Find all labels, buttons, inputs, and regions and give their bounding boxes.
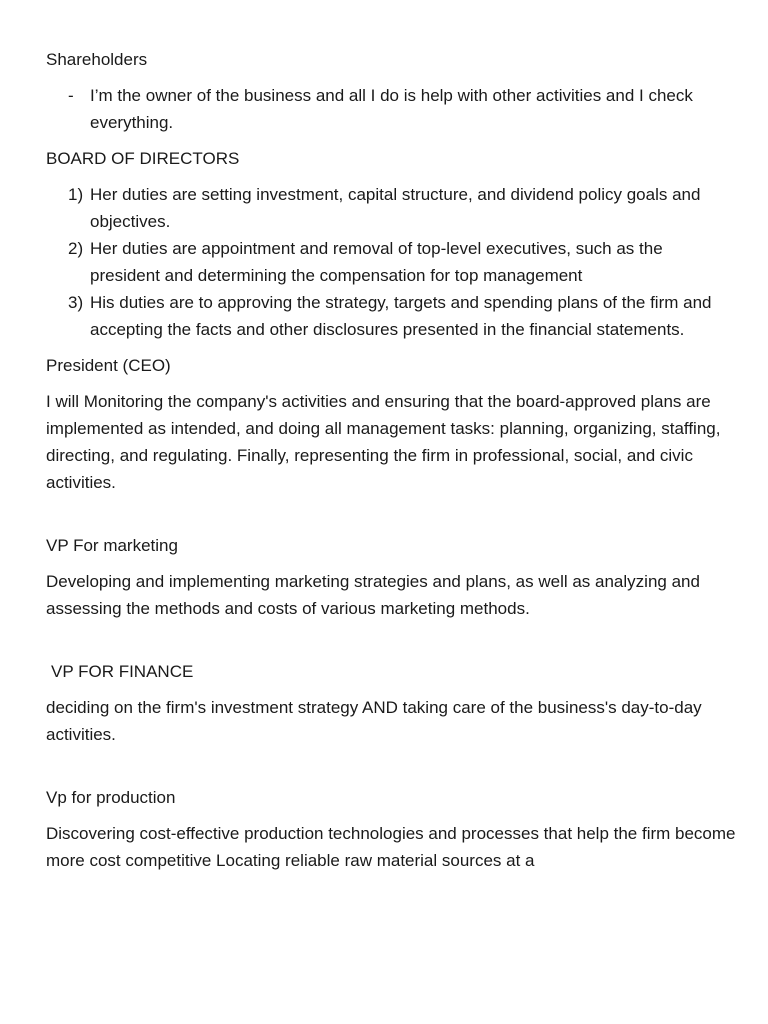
list-marker: 3) bbox=[68, 293, 84, 312]
shareholders-heading: Shareholders bbox=[46, 50, 148, 69]
list-item bbox=[46, 235, 736, 289]
list-item-text: I’m the owner of the business and all I do is help with other activities and I check everything. bbox=[90, 86, 693, 132]
vp-finance-heading: VP FOR FINANCE bbox=[51, 662, 194, 681]
spacer bbox=[46, 631, 736, 658]
president-description: I will Monitoring the company's activities and ensuring that the board-approved plans are implemented as intended, and doing all management tasks: planning, organizing, staffing, directing, and regulating. Finally, representing the firm in professional, social, and civic activities. bbox=[46, 392, 721, 492]
vp-finance-description: deciding on the firm's investment strategy AND taking care of the business's day-to-day activities. bbox=[46, 698, 702, 744]
president-heading: President (CEO) bbox=[46, 356, 171, 375]
vp-production-heading: Vp for production bbox=[46, 788, 176, 807]
list-item-text: Her duties are setting investment, capital structure, and dividend policy goals and objectives. bbox=[90, 185, 701, 231]
list-marker: 2) bbox=[68, 239, 84, 258]
vp-marketing-heading: VP For marketing bbox=[46, 536, 178, 555]
spacer bbox=[46, 505, 736, 532]
vp-production-description: Discovering cost-effective production technologies and processes that help the firm become more cost competitive Locating reliable raw material sources at a bbox=[46, 824, 736, 870]
list-marker: 1) bbox=[68, 185, 84, 204]
board-heading: BOARD OF DIRECTORS bbox=[46, 149, 240, 168]
list-item bbox=[46, 82, 736, 136]
list-item bbox=[46, 181, 736, 235]
document-page bbox=[46, 46, 736, 883]
vp-marketing-description: Developing and implementing marketing strategies and plans, as well as analyzing and assessing the methods and costs of various marketing methods. bbox=[46, 572, 700, 618]
list-item-text: His duties are to approving the strategy, targets and spending plans of the firm and accepting the facts and other disclosures presented in the financial statements. bbox=[90, 293, 712, 339]
list-marker: - bbox=[68, 86, 74, 105]
list-item-text: Her duties are appointment and removal of top-level executives, such as the president and determining the compensation for top management bbox=[90, 239, 663, 285]
board-duties-list bbox=[46, 181, 736, 343]
shareholders-list bbox=[46, 82, 736, 136]
list-item bbox=[46, 289, 736, 343]
spacer bbox=[46, 757, 736, 784]
